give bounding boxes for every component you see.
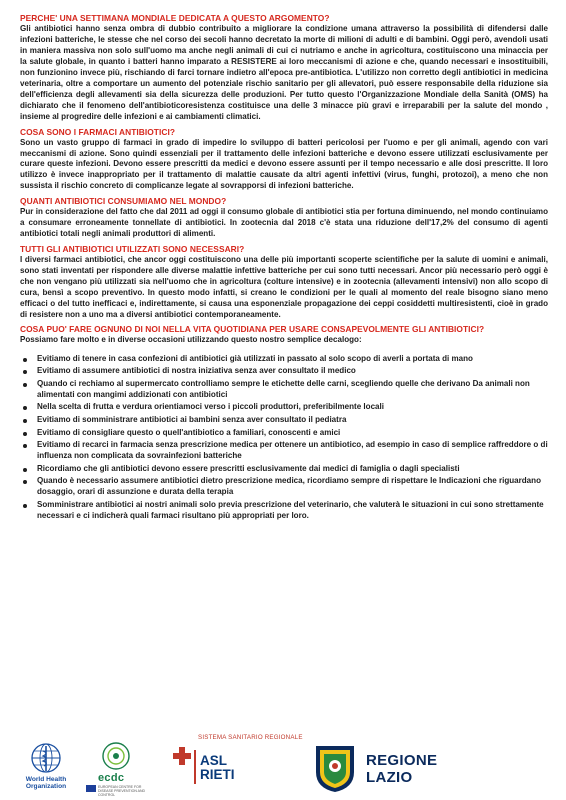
- bullet-icon: [23, 504, 27, 508]
- bullet-icon: [23, 432, 27, 436]
- leaflet-content: [20, 13, 548, 523]
- section-why-world-week: [20, 13, 548, 123]
- bullet-icon: [23, 383, 27, 387]
- decalogue-item: Ricordiamo che gli antibiotici devono essere prescritti esclusivamente dai medici di famiglia o dagli specialisti: [20, 464, 548, 475]
- section-body: Possiamo fare molto e in diverse occasioni utilizzando questo nostro semplice decalogo:: [20, 334, 362, 344]
- ecdc-emblem-icon: [98, 740, 134, 772]
- bullet-icon: [23, 419, 27, 423]
- who-logo: [16, 742, 76, 797]
- decalogue-item: Evitiamo di somministrare antibiotici ai bambini senza aver consultato il pediatra: [20, 415, 548, 426]
- section-are-all-necessary: [20, 244, 548, 321]
- asl-system-label: SISTEMA SANITARIO REGIONALE: [198, 734, 303, 741]
- section-heading: TUTTI GLI ANTIBIOTICI UTILIZZATI SONO NECESSARI?: [20, 244, 245, 255]
- decalogue-item: Evitiamo di consigliare questo o quell'antibiotico a familiari, conoscenti e amici: [20, 428, 548, 439]
- bullet-icon: [23, 406, 27, 410]
- section-body: Gli antibiotici hanno senza ombra di dubbio contribuito a migliorare la condizione umana attraverso la possibilità di difendersi dalle infezioni batteriche, le stesse che nel corso dei secoli hanno decretato la morte di milioni di adulti e di bambini. Oggi però, avendoli usati in maniera massiva non solo sull'uomo ma anche negli animali di cui ci nutriamo e anche in agricoltura, costituiscono una minaccia per la salute globale, in quanto i batteri hanno imparato a RESISTERE ai loro meccanismi di azione e che, quando necessari e insostituibili, non funzionino invece più, rischiando di farci tornare indietro all'epoca pre-antibiotica. L'utilizzo non corretto degli antibiotici in medicina veterinaria, oltre a comportare un aumento del potenziale rischio sanitario per gli allevatori, può essere responsabile della riduzione sia dell'efficienza degli allevamenti sia della sicurezza delle produzioni. Per tutto questo l'Organizzazione Mondiale della Sanità (OMS) ha dichiarato che il fenomeno dell'antibioticoresistenza costituisce una delle 3 minacce più gravi e irreparabili per la salute del mondo , insieme al progredire delle infezioni e ai cambiamenti climatici.: [20, 24, 548, 121]
- medical-cross-icon: [172, 746, 192, 766]
- bullet-icon: [23, 370, 27, 374]
- eu-flag-icon: [86, 785, 96, 792]
- regione-lazio-logo: [312, 734, 562, 800]
- ecdc-subtitle: EUROPEAN CENTRE FOR DISEASE PREVENTION AND CONTROL: [98, 785, 146, 797]
- bullet-icon: [23, 468, 27, 472]
- decalogue-item: Evitiamo di recarci in farmacia senza prescrizione medica per ottenere un antibiotico, ad esempio in caso di semplice raffreddore o di influenza non complicata da sovrainfezioni batteriche: [20, 440, 548, 462]
- who-wordmark: World Health Organization: [25, 776, 67, 791]
- section-what-are-antibiotics: [20, 127, 548, 193]
- lazio-line1: REGIONE: [366, 752, 438, 769]
- decalogue-item: Quando ci rechiamo al supermercato controlliamo sempre le etichette delle carni, scegliendo quelle che derivano Da animali non alimentati con mangimi addizionati con antibiotici: [20, 379, 548, 401]
- section-heading: QUANTI ANTIBIOTICI CONSUMIAMO NEL MONDO?: [20, 196, 227, 207]
- decalogue-item: Somministrare antibiotici ai nostri animali solo previa prescrizione del veterinario, che valuterà le situazioni in cui sono strettamente necessari e ci indicherà quali farmaci risultano più appropriati per loro.: [20, 500, 548, 522]
- decalogue-item: Nella scelta di frutta e verdura orientiamoci verso i piccoli produttori, preferibilmente locali: [20, 402, 548, 413]
- section-body: Pur in considerazione del fatto che dal 2011 ad oggi il consumo globale di antibiotici stia per fortuna diminuendo, nel mondo continuiamo a consumare erroneamente tonnellate di antibiotici. In zootecnia dal 2018 c'è stata una riduzione dell'17,2% del consumo di agenti antibiotici totali negli animali produttori di alimenti.: [20, 207, 548, 239]
- asl-divider: [194, 750, 196, 784]
- logo-footer: [0, 732, 566, 800]
- lazio-line2: LAZIO: [366, 769, 413, 786]
- ecdc-logo: [86, 738, 148, 798]
- decalogue-item: Evitiamo di tenere in casa confezioni di antibiotici già utilizzati in passato al solo scopo di averli a portata di mano: [20, 354, 548, 365]
- section-body: I diversi farmaci antibiotici, che ancor oggi costituiscono una delle più importanti scoperte scientifiche per la salute di uomini e animali, sono stati inventati per rispondere alle diverse malattie infettive batteriche per cui sono tutti necessari. Ancor più necessario però oggi è che non vengano più utilizzati sia nell'uomo che in agricoltura (colture intensive) e in zootecnia (allevamenti intensivi) non allo scopo di cura, bensì a scopo preventivo. In questo modo infatti, si creano le condizioni per le quali al momento del reale bisogno siano meno efficaci o del tutto inefficaci e, indirettamente, si causa una esponenziale propagazione dei ceppi cosiddetti multiresistenti, cioè in grado di resistere non a uno ma a diversi antibiotici contemporaneamente.: [20, 255, 548, 319]
- who-emblem-icon: [30, 742, 62, 774]
- ecdc-wordmark: ecdc: [98, 772, 125, 784]
- section-body: Sono un vasto gruppo di farmaci in grado di impedire lo sviluppo di batteri pericolosi per l'uomo e per gli animali, agendo con vari meccanismi di azione. Sono quindi essenziali per il trattamento delle infezioni batteriche e devono essere utilizzati esclusivamente per curare queste infezioni. Devono essere prescritti da medici e devono essere assunti per il tempo necessario e alle dosi prescritte. Il loro utilizzo è invece inappropriato per il trattamento di malattie causate da altri agenti infettivi (virus, funghi, protozoi), a meno che non sussista il rischio concreto di complicanze legate al sovrapporsi di infezioni batteriche.: [20, 137, 548, 191]
- section-heading: PERCHE' UNA SETTIMANA MONDIALE DEDICATA A QUESTO ARGOMENTO?: [20, 13, 330, 23]
- section-how-many-antibiotics: [20, 196, 548, 240]
- decalogue-item: Evitiamo di assumere antibiotici di nostra iniziativa senza aver consultato il medico: [20, 366, 548, 377]
- asl-rieti-logo: [172, 732, 322, 800]
- decalogue-item: Quando è necessario assumere antibiotici dietro prescrizione medica, ricordiamo sempre di rispettare le Indicazioni che riguardano dosaggio, orari di assunzione e durata della terapia: [20, 476, 548, 498]
- section-heading: COSA PUO' FARE OGNUNO DI NOI NELLA VITA QUOTIDIANA PER USARE CONSAPEVOLMENTE GLI ANTIBIOTICI?: [20, 323, 485, 334]
- asl-name: ASL: [200, 753, 227, 768]
- decalogue-list: [20, 354, 548, 522]
- bullet-icon: [23, 358, 27, 362]
- asl-city: RIETI: [200, 767, 235, 782]
- bullet-icon: [23, 480, 27, 484]
- lazio-crest-icon: [312, 742, 358, 794]
- section-what-can-we-do: [20, 324, 548, 346]
- section-heading: COSA SONO I FARMACI ANTIBIOTICI?: [20, 126, 175, 137]
- bullet-icon: [23, 444, 27, 448]
